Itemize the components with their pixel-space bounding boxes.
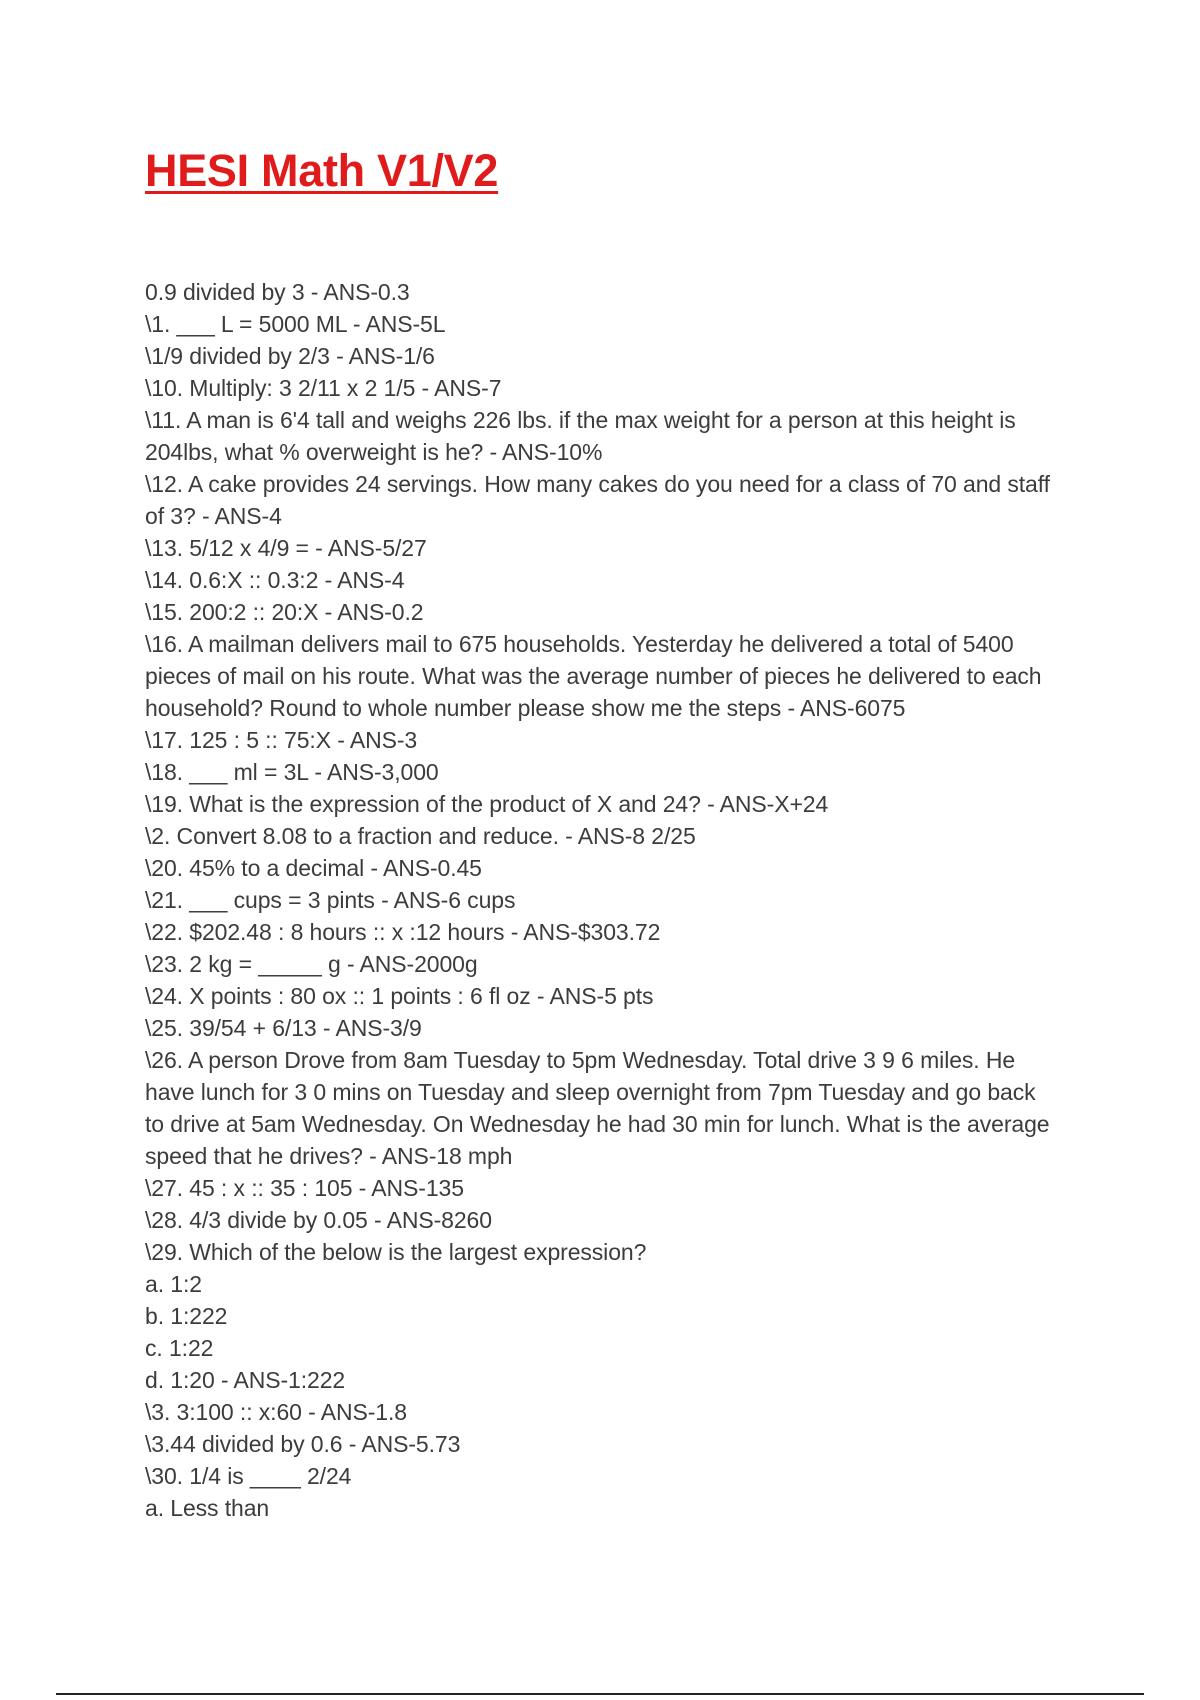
- qa-line: \26. A person Drove from 8am Tuesday to 5pm Wednesday. Total drive 3 9 6 miles. He have lunch for 3 0 mins on Tuesday and sleep overnight from 7pm Tuesday and go back to drive at 5am Wednesday. On Wednesday he had 30 min for lunch. What is the average speed that he drives? - ANS-18 mph: [145, 1047, 1056, 1169]
- qa-line: \19. What is the expression of the product of X and 24? - ANS-X+24: [145, 791, 829, 817]
- qa-line: \21. ___ cups = 3 pints - ANS-6 cups: [145, 887, 516, 913]
- qa-line: \3. 3:100 :: x:60 - ANS-1.8: [145, 1399, 407, 1425]
- qa-line: \3.44 divided by 0.6 - ANS-5.73: [145, 1431, 461, 1457]
- qa-line: \17. 125 : 5 :: 75:X - ANS-3: [145, 727, 418, 753]
- qa-line: \30. 1/4 is ____ 2/24: [145, 1463, 352, 1489]
- qa-line: \27. 45 : x :: 35 : 105 - ANS-135: [145, 1175, 464, 1201]
- qa-line: \1/9 divided by 2/3 - ANS-1/6: [145, 343, 435, 369]
- qa-line: \11. A man is 6'4 tall and weighs 226 lbs. if the max weight for a person at this height is 204lbs, what % overweight is he? - ANS-10%: [145, 407, 1022, 465]
- qa-line: d. 1:20 - ANS-1:222: [145, 1367, 346, 1393]
- question-list: [145, 276, 1055, 1524]
- qa-line: \24. X points : 80 ox :: 1 points : 6 fl oz - ANS-5 pts: [145, 983, 654, 1009]
- qa-line: \2. Convert 8.08 to a fraction and reduce. - ANS-8 2/25: [145, 823, 696, 849]
- qa-line: \14. 0.6:X :: 0.3:2 - ANS-4: [145, 567, 405, 593]
- qa-line: b. 1:222: [145, 1303, 228, 1329]
- qa-line: a. Less than: [145, 1495, 270, 1521]
- qa-line: \10. Multiply: 3 2/11 x 2 1/5 - ANS-7: [145, 375, 502, 401]
- qa-line: 0.9 divided by 3 - ANS-0.3: [145, 279, 410, 305]
- qa-line: \13. 5/12 x 4/9 = - ANS-5/27: [145, 535, 427, 561]
- qa-line: c. 1:22: [145, 1335, 214, 1361]
- qa-line: \22. $202.48 : 8 hours :: x :12 hours - ANS-$303.72: [145, 919, 661, 945]
- qa-line: \12. A cake provides 24 servings. How many cakes do you need for a class of 70 and staff of 3? - ANS-4: [145, 471, 1057, 529]
- qa-line: \1. ___ L = 5000 ML - ANS-5L: [145, 311, 446, 337]
- qa-line: a. 1:2: [145, 1271, 202, 1297]
- footer-divider: [56, 1693, 1144, 1695]
- qa-line: \28. 4/3 divide by 0.05 - ANS-8260: [145, 1207, 492, 1233]
- qa-line: \29. Which of the below is the largest expression?: [145, 1239, 647, 1265]
- qa-line: \18. ___ ml = 3L - ANS-3,000: [145, 759, 439, 785]
- qa-line: \20. 45% to a decimal - ANS-0.45: [145, 855, 482, 881]
- qa-line: \23. 2 kg = _____ g - ANS-2000g: [145, 951, 478, 977]
- page-title: HESI Math V1/V2: [145, 145, 499, 196]
- qa-line: \16. A mailman delivers mail to 675 households. Yesterday he delivered a total of 5400 pieces of mail on his route. What was the average number of pieces he delivered to each household? Round to whole number please show me the steps - ANS-6075: [145, 631, 1048, 721]
- qa-line: \15. 200:2 :: 20:X - ANS-0.2: [145, 599, 424, 625]
- qa-line: \25. 39/54 + 6/13 - ANS-3/9: [145, 1015, 422, 1041]
